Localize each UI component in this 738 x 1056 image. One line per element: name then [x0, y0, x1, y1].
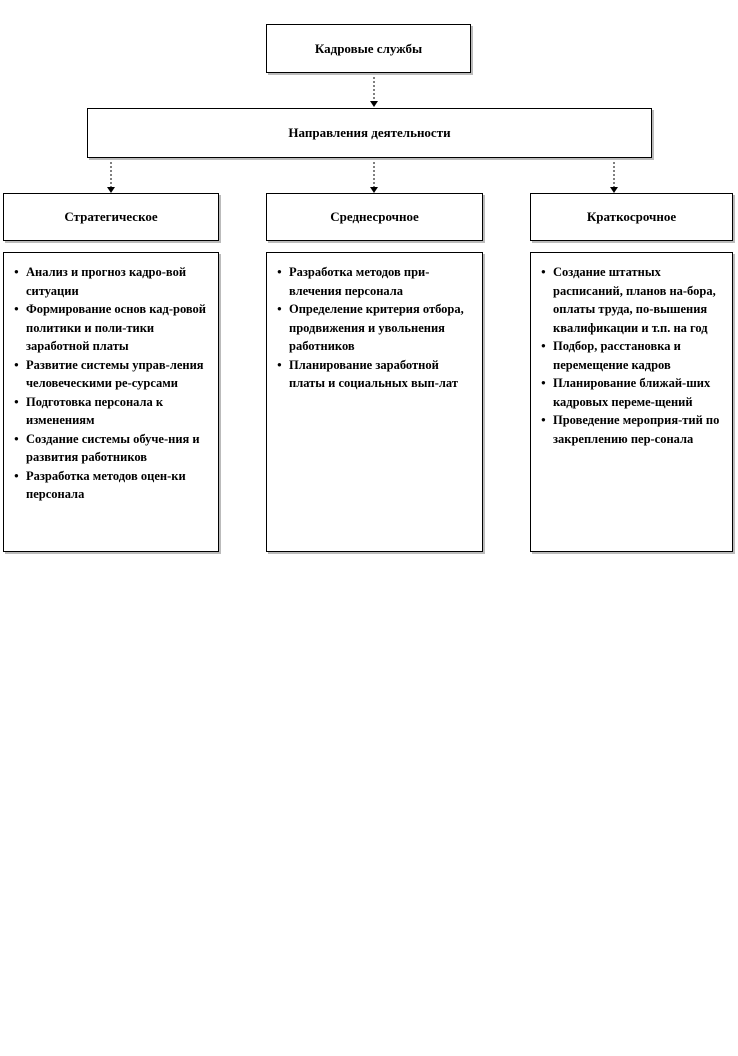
list-item: ● Подготовка персонала к изменениям [14, 393, 212, 430]
arrowhead-middle [370, 101, 378, 107]
list-item: ● Развитие системы управ-ления человеческими ре-сурсами [14, 356, 212, 393]
list-item: ● Формирование основ кад-ровой политики и поли-тики заработной платы [14, 300, 212, 356]
list-item: ● Планирование заработной платы и социальных вып-лат [277, 356, 476, 393]
shortterm-items [531, 253, 732, 448]
list-item: ● Создание штатных расписаний, планов на-бора, оплаты труда, по-вышения квалификации и т.п. на год [541, 263, 726, 337]
list-item: ● Разработка методов оцен-ки персонала [14, 467, 212, 504]
midterm-items [267, 253, 482, 393]
top-node-hr-services [266, 24, 471, 73]
column-header-midterm [266, 193, 483, 241]
column-header-title: Среднесрочное [330, 209, 419, 224]
middle-node-title: Направления деятельности [288, 125, 451, 140]
list-item: ● Проведение мероприя-тий по закреплению пер-сонала [541, 411, 726, 448]
column-header-title: Стратегическое [64, 209, 158, 224]
column-list-shortterm [530, 252, 733, 552]
column-list-midterm [266, 252, 483, 552]
column-header-strategic [3, 193, 219, 241]
top-node-title: Кадровые службы [314, 40, 423, 56]
column-header-shortterm [530, 193, 733, 241]
column-list-strategic [3, 252, 219, 552]
list-item: ● Определение критерия отбора, продвижения и увольнения работников [277, 300, 476, 356]
list-item: ● Анализ и прогноз кадро-вой ситуации [14, 263, 212, 300]
list-item: ● Подбор, расстановка и перемещение кадров [541, 337, 726, 374]
column-header-title: Краткосрочное [586, 209, 677, 224]
list-item: ● Планирование ближай-ших кадровых переме-щений [541, 374, 726, 411]
list-item: ● Создание системы обуче-ния и развития работников [14, 430, 212, 467]
strategic-items [4, 253, 218, 504]
list-item: ● Разработка методов при-влечения персонала [277, 263, 476, 300]
middle-node-activity-areas [87, 108, 652, 158]
